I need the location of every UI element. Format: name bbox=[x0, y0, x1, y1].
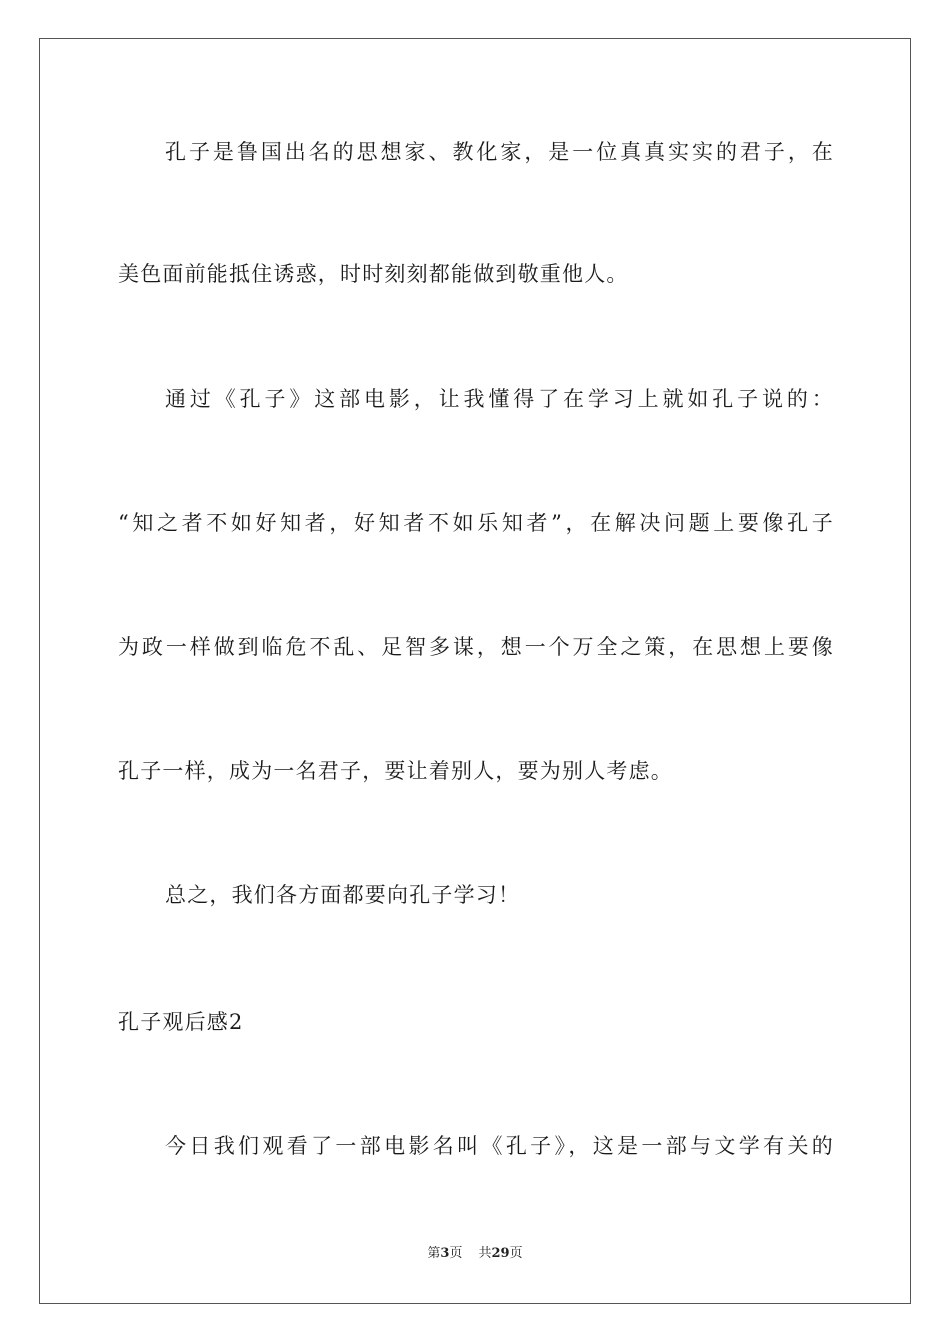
paragraph-line-4: “知之者不如好知者，好知者不如乐知者”，在解决问题上要像孔子 bbox=[118, 511, 834, 535]
paragraph-line-1: 孔子是鲁国出名的思想家、教化家，是一位真真实实的君子，在 bbox=[165, 140, 834, 164]
page-number: 3 bbox=[440, 1246, 450, 1261]
paragraph-line-2: 美色面前能抵住诱惑，时时刻刻都能做到敬重他人。 bbox=[118, 262, 629, 286]
total-prefix: 共 bbox=[478, 1246, 492, 1261]
paragraph-line-6: 孔子一样，成为一名君子，要让着别人，要为别人考虑。 bbox=[118, 759, 673, 783]
total-suffix: 页 bbox=[509, 1246, 523, 1261]
paragraph-line-5: 为政一样做到临危不乱、足智多谋，想一个万全之策，在思想上要像 bbox=[118, 635, 834, 659]
total-pages: 29 bbox=[491, 1246, 510, 1261]
paragraph-line-8: 今日我们观看了一部电影名叫《孔子》，这是一部与文学有关的 bbox=[165, 1134, 834, 1158]
section-heading: 孔子观后感2 bbox=[118, 1010, 244, 1034]
paragraph-line-3: 通过《孔子》这部电影，让我懂得了在学习上就如孔子说的： bbox=[165, 387, 834, 411]
page-suffix: 页 bbox=[449, 1246, 463, 1261]
paragraph-line-7: 总之，我们各方面都要向孔子学习！ bbox=[165, 883, 521, 907]
page-prefix: 第 bbox=[427, 1246, 441, 1261]
page-border bbox=[39, 38, 911, 1304]
page-footer bbox=[0, 1244, 950, 1264]
